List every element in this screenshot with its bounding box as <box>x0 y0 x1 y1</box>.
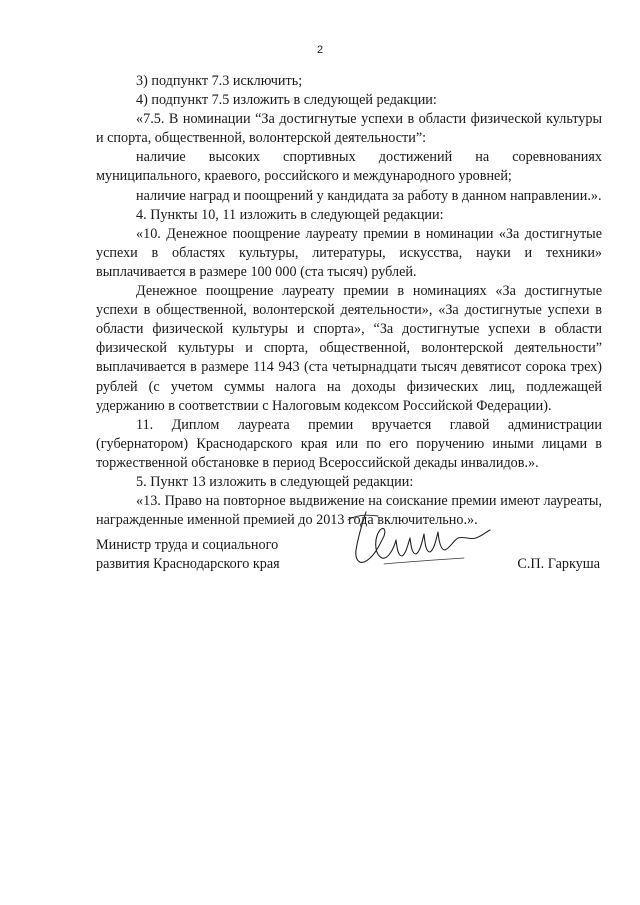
paragraph-item-10: «10. Денежное поощрение лауреату премии в номинации «За достигнутые успехи в областях культуры, литературы, искусства, науки и техники» выплачивается в размере 100 000 (ста тысяч) рублей. <box>96 225 602 280</box>
signatory-title <box>96 536 336 574</box>
paragraph-subitem-7-5-intro: 4) подпункт 7.5 изложить в следующей редакции: <box>136 92 437 109</box>
signatory-title-line-1: Министр труда и социального <box>96 537 279 553</box>
paragraph-awards: наличие наград и поощрений у кандидата за работу в данном направлении.». <box>136 187 602 204</box>
paragraph-item-11: 11. Диплом лауреата премии вручается главой администрации (губернатором) Краснодарского края или по его поручению иными лицами в торжественной обстановке в период Всероссийской декады инвалидов.». <box>96 416 602 471</box>
handwritten-signature <box>344 504 494 584</box>
signatory-title-line-2: развития Краснодарского края <box>96 556 280 573</box>
page-number: 2 <box>316 44 324 56</box>
paragraph-item-13: «13. Право на повторное выдвижение на соискание премии имеют лауреаты, награжденные именной премией до 2013 года включительно.». <box>96 493 602 529</box>
document-body <box>96 72 602 530</box>
paragraph-subitem-7-3: 3) подпункт 7.3 исключить; <box>136 73 303 89</box>
signature-block <box>96 536 602 596</box>
paragraph-sports-achievements: наличие высоких спортивных достижений на соревнованиях муниципального, краевого, российского и международного уровней; <box>96 149 602 185</box>
paragraph-items-10-11-intro: 4. Пункты 10, 11 изложить в следующей редакции: <box>136 206 444 223</box>
signatory-name: С.П. Гаркуша <box>517 556 600 572</box>
paragraph-monetary-reward: Денежное поощрение лауреату премии в номинациях «За достигнутые успехи в общественной, волонтерской деятельности», «За достигнутые успехи в области физической культуры и спорта», “За достигнутые успехи в области физической культуры и спорта, общественной, волонтерской деятельности” выплачивается в размере 114 943 (ста четырнадцати тысяч девятисот сорока трех) рублей (с учетом суммы налога на доходы физических лиц, подлежащей удержанию в соответствии с Налоговым кодексом Российской Федерации). <box>96 283 602 414</box>
paragraph-7-5-nomination: «7.5. В номинации “За достигнутые успехи в области физической культуры и спорта, общественной, волонтерской деятельности”: <box>96 111 602 147</box>
paragraph-item-13-intro: 5. Пункт 13 изложить в следующей редакции: <box>136 473 414 490</box>
